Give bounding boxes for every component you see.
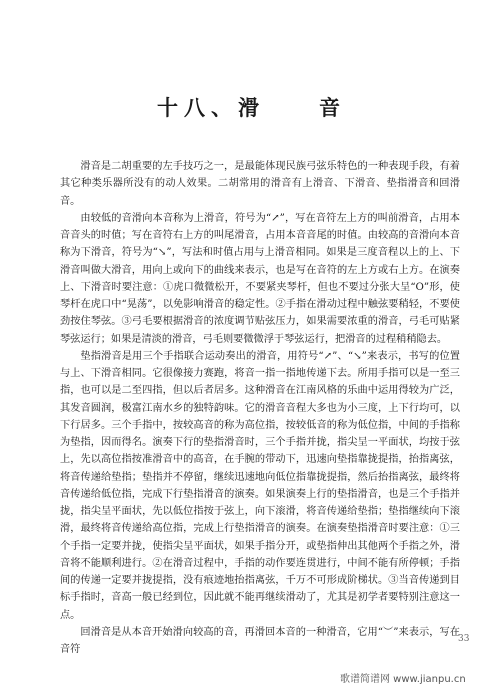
paragraph: 垫指滑音是用三个手指联合运动奏出的滑音，用符号“↗”、“↘”来表示，书写的位置与上、下滑音相同。它很像接力赛跑，将音一指一指地传递下去。所用手指可以是一至三指，也可以是二至四指，但以后者居多。这种滑音在江南风格的乐曲中运用得较为广泛，其发音圆润，极富江南水乡的独特韵味。它的滑音音程大多也为小三度，上下行均可，以下行居多。三个手指中，按较高音的称为高位指，按较低音的称为低位指，中间的手指称为垫指，因而得名。演奏下行的垫指滑音时，三个手指并拢，指尖呈一平面状，均按于弦上，先以高位指按准滑音中的高音，在手腕的带动下，迅速向垫指靠拢提指，抬指离弦，将音传递给垫指；垫指并不停留，继续迅速地向低位指靠拢提指，然后抬指离弦，最终将音传递给低位指，完成下行垫指滑音的演奏。如果演奏上行的垫指滑音，也是三个手指并拢，指尖呈平面状，先以低位指按于弦上，向下滚滑，将音传递给垫指；垫指继续向下滚滑，最终将音传递给高位指，完成上行垫指滑音的演奏。在演奏垫指滑音时要注意：①三个手指一定要并拢，使指尖呈平面状，如果手指分开，或垫指伸出其他两个手指之外，滑音将不能顺利进行。②在滑音过程中，手指的动作要连贯进行，中间不能有所停顿；手指间的传递一定要并拢提指，没有痕迹地抬指离弦，千万不可形成阶梯状。③当音传递到目标手指时，音高一般已经到位，因此就不能再继续滑动了，尤其是初学者要特别注意这一点。 bbox=[60, 350, 460, 621]
paragraph: 滑音是二胡重要的左手技巧之一，是最能体现民族弓弦乐特色的一种表现手段，有着其它种类乐器所没有的动人效果。二胡常用的滑音有上滑音、下滑音、垫指滑音和回滑音。 bbox=[60, 161, 460, 207]
page-number: 33 bbox=[458, 634, 470, 644]
body-text bbox=[60, 158, 460, 658]
watermark-text: 歌谱简谱网 www.jianpu.cn bbox=[340, 674, 466, 685]
paragraph: 由较低的音滑向本音称为上滑音，符号为“↗”，写在音符左上方的叫前滑音，占用本音音头的时值；写在音符右上方的叫尾滑音，占用本音音尾的时值。由较高的音滑向本音称为下滑音，符号为“↘”，写法和时值占用与上滑音相同。如果是三度音程以上的上、下滑音叫做大滑音，用向上或向下的曲线来表示，也是写在音符的左上方或右上方。在演奏上、下滑音时要注意：①虎口微微松开，不要紧夹琴杆，但也不要过分张大呈“O”形，使琴杆在虎口中“晃荡”，以免影响滑音的稳定性。②手指在滑动过程中触弦要稍轻，不要使劲按住琴弦。③弓毛要根据滑音的浓度调节贴弦压力，如果需要浓重的滑音，弓毛可贴紧琴弦运行；如果是清淡的滑音，弓毛则要微微浮于琴弦运行，把滑音的过程稍稍隐去。 bbox=[60, 212, 460, 345]
paragraph: 回滑音是从本音开始滑向较高的音，再滑回本音的一种滑音，它用“︶”来表示，写在音符 bbox=[60, 626, 460, 655]
section-title: 十八、滑 音 bbox=[157, 96, 346, 120]
